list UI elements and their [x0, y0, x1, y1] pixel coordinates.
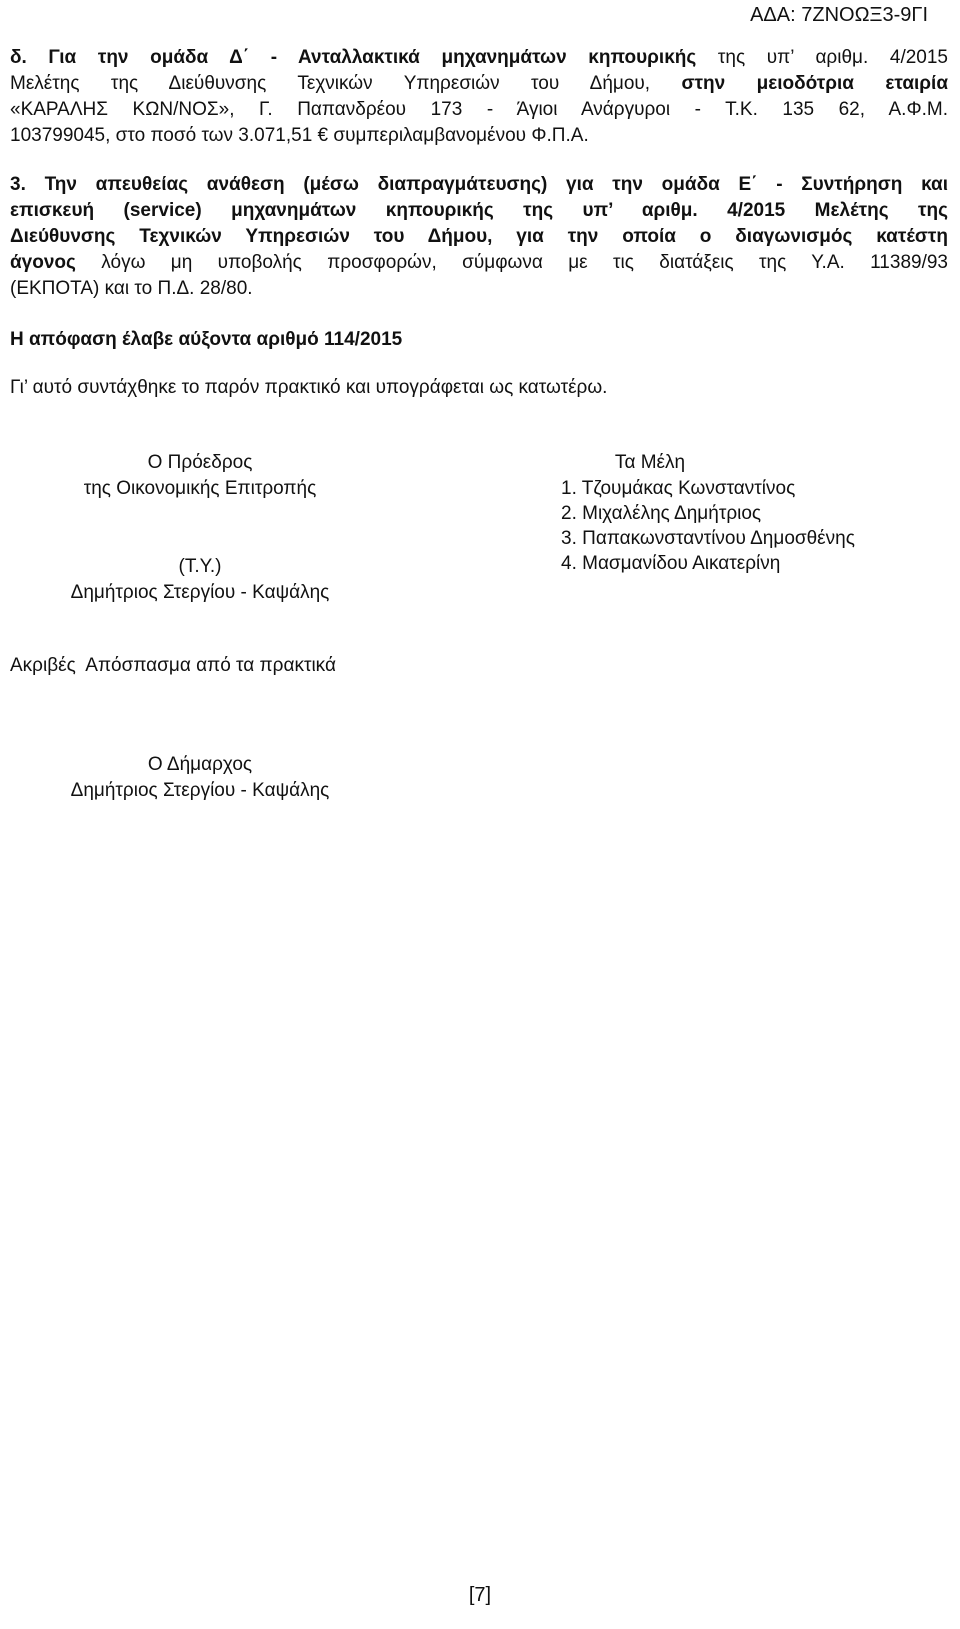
president-ty: (Τ.Υ.): [178, 556, 222, 577]
member-item: 1. Τζουμάκας Κωνσταντίνος: [561, 478, 796, 499]
members-list: [561, 476, 881, 576]
item-d-line-2-bold: στην μειοδότρια εταιρία: [681, 73, 948, 94]
item-3-line-1: 3. Την απευθείας ανάθεση (μέσω διαπραγμάτευσης) για την ομάδα Ε΄ - Συντήρηση και: [10, 174, 948, 195]
item-d-line-2: [10, 71, 948, 97]
item-3-line-3: Διεύθυνσης Τεχνικών Υπηρεσιών του Δήμου, για την οποία ο διαγωνισμός κατέστη: [10, 226, 948, 247]
page-number: [7]: [468, 1584, 492, 1606]
mayor-name: Δημήτριος Στεργίου - Καψάλης: [70, 780, 330, 801]
item-3-line-4-bold: άγονος: [10, 252, 76, 273]
item-d-line-1-rest: της υπ’ αριθμ. 4/2015: [696, 47, 948, 68]
item-d-line-2-start: Μελέτης της Διεύθυνσης Τεχνικών Υπηρεσιών του Δήμου,: [10, 73, 682, 94]
mayor-signature-block: [30, 752, 370, 804]
decision-number: Η απόφαση έλαβε αύξοντα αριθμό 114/2015: [10, 329, 403, 350]
president-title: Ο Πρόεδρος: [147, 452, 253, 473]
closing-statement: Γι’ αυτό συντάχθηκε το παρόν πρακτικό και υπογράφεται ως κατωτέρω.: [10, 377, 608, 398]
item-d-line-1: [10, 45, 948, 71]
exact-extract-note: Ακριβές Απόσπασμα από τα πρακτικά: [10, 655, 336, 676]
members-title: Τα Μέλη: [614, 452, 686, 473]
item-d-line-3: «ΚΑΡΑΛΗΣ ΚΩΝ/ΝΟΣ», Γ. Παπανδρέου 173 - Άγιοι Ανάργυροι - Τ.Κ. 135 62, Α.Φ.Μ.: [10, 99, 948, 120]
item-3-paragraph: [10, 172, 948, 302]
president-signature-block: [30, 450, 370, 606]
member-item: 3. Παπακωνσταντίνου Δημοσθένης: [561, 528, 855, 549]
item-3-line-2: επισκευή (service) μηχανημάτων κηπουρικής της υπ’ αριθμ. 4/2015 Μελέτης της: [10, 200, 948, 221]
item-3-line-4: [10, 250, 948, 276]
member-item: 2. Μιχαλέλης Δημήτριος: [561, 503, 762, 524]
item-d-paragraph: [10, 45, 948, 149]
president-name: Δημήτριος Στεργίου - Καψάλης: [70, 582, 330, 603]
item-3-line-5: (ΕΚΠΟΤΑ) και το Π.Δ. 28/80.: [10, 278, 253, 299]
item-3-line-4-rest: λόγω μη υποβολής προσφορών, σύμφωνα με τις διατάξεις της Υ.Α. 11389/93: [75, 252, 948, 273]
ada-code: ΑΔΑ: 7ΖΝΟΩΞ3-9ΓΙ: [750, 4, 928, 26]
item-d-line-1-bold: δ. Για την ομάδα Δ΄ - Ανταλλακτικά μηχανημάτων κηπουρικής: [10, 47, 697, 68]
president-committee: της Οικονομικής Επιτροπής: [83, 478, 317, 499]
mayor-title: Ο Δήμαρχος: [147, 754, 253, 775]
item-d-line-4: 103799045, στο ποσό των 3.071,51 € συμπεριλαμβανομένου Φ.Π.Α.: [10, 125, 589, 146]
member-item: 4. Μασμανίδου Αικατερίνη: [561, 553, 781, 574]
members-block: [561, 450, 881, 576]
signature-space: [30, 502, 370, 554]
